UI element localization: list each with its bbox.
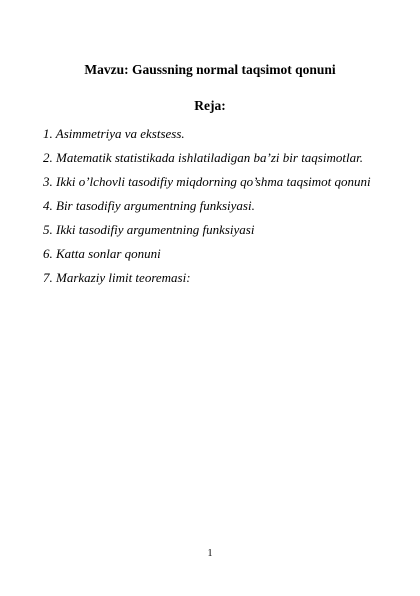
plan-item: 2. Matematik statistikada ishlatiladigan ba’zi bir taqsimotlar. <box>43 150 363 165</box>
plan-heading: Reja: <box>194 98 226 113</box>
plan-item: 1. Asimmetriya va ekstsess. <box>43 126 185 141</box>
document-title: Mavzu: Gaussning normal taqsimot qonuni <box>84 62 336 77</box>
plan-item: 6. Katta sonlar qonuni <box>43 246 161 261</box>
plan-list <box>43 122 373 290</box>
plan-item: 3. Ikki o’lchovli tasodifiy miqdorning qo’shma taqsimot qonuni <box>43 174 371 189</box>
plan-item: 5. Ikki tasodifiy argumentning funksiyasi <box>43 222 255 237</box>
plan-item: 4. Bir tasodifiy argumentning funksiyasi. <box>43 198 255 213</box>
page-number: 1 <box>207 548 213 559</box>
plan-item: 7. Markaziy limit teoremasi: <box>43 270 191 285</box>
